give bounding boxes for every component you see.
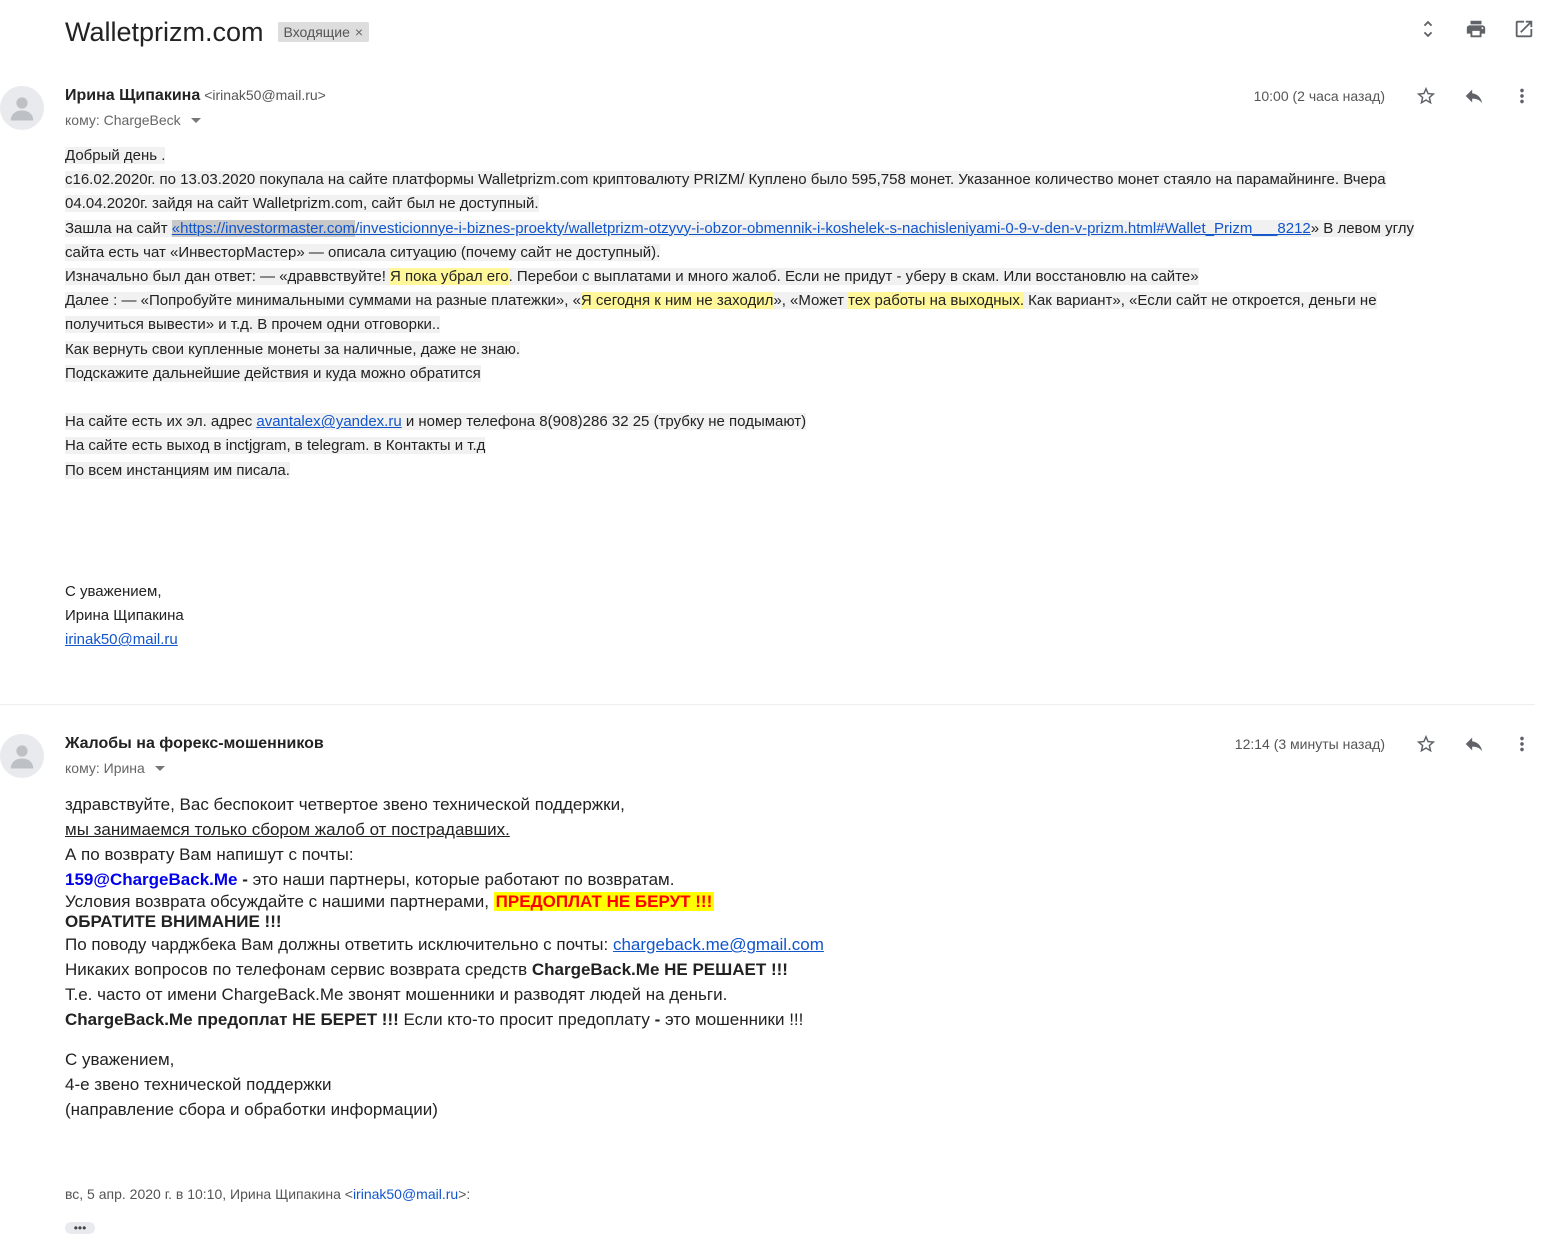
body-line: Т.е. часто от имени ChargeBack.Me звонят мошенники и разводят людей на деньги. <box>65 985 728 1004</box>
message-body <box>65 144 1535 652</box>
signature-line: Ирина Щипакина <box>65 606 184 624</box>
quoted-email-link[interactable]: irinak50@mail.ru <box>352 1186 459 1202</box>
sender-name: Ирина Щипакина <box>65 87 201 104</box>
open-in-new-icon[interactable] <box>1513 18 1535 40</box>
person-icon <box>7 741 37 771</box>
body-line: На сайте есть выход в inctjgram, в telegram. в Контакты и т.д <box>65 437 486 455</box>
print-icon[interactable] <box>1465 18 1487 40</box>
reply-icon[interactable] <box>1463 733 1485 755</box>
message-sender[interactable] <box>65 87 326 105</box>
body-line: ОБРАТИТЕ ВНИМАНИЕ !!! <box>65 912 282 931</box>
signature-line: (направление сбора и обработки информации) <box>65 1100 438 1119</box>
sender-email: <irinak50@mail.ru> <box>204 87 326 103</box>
message-sender[interactable] <box>65 735 324 753</box>
body-line: По поводу чарджбека Вам должны ответить исключительно с почты: chargeback.me@gmail.com <box>65 935 824 954</box>
investormaster-link-path[interactable]: /investicionnye-i-biznes-proekty/walletprizm-otzyvy-i-obzor-obmennik-i-koshelek-s-nachisleniyami-0-9-v-den-v-prizm.html#Wallet_Prizm___8212 <box>355 219 1311 237</box>
signature-line: С уважением, <box>65 582 162 600</box>
body-line: Далее : — «Попробуйте минимальными суммами на разные платежки», «Я сегодня к ним не заходил», «Может тех работы на выходных. Как вариант», «Если сайт не откроется, деньги не <box>65 292 1377 310</box>
sender-avatar[interactable] <box>0 86 44 130</box>
inbox-label-chip[interactable] <box>278 22 370 42</box>
body-line: ChargeBack.Me предоплат НЕ БЕРЕТ !!! Если кто-то просит предоплату - это мошенники !!! <box>65 1010 804 1029</box>
investormaster-link[interactable]: «https://investormaster.com <box>171 219 356 237</box>
message-divider <box>0 704 1535 705</box>
body-line: На сайте есть их эл. адрес avantalex@yandex.ru и номер телефона 8(908)286 32 25 (трубку не подымают) <box>65 413 807 431</box>
body-line: получиться вывести» и т.д. В прочем одни отговорки.. <box>65 316 441 334</box>
star-icon[interactable] <box>1415 733 1437 755</box>
message-actions <box>1415 733 1533 755</box>
star-icon[interactable] <box>1415 85 1437 107</box>
sender-avatar[interactable] <box>0 734 44 778</box>
body-line: Никаких вопросов по телефонам сервис возврата средств ChargeBack.Me НЕ РЕШАЕТ !!! <box>65 960 788 979</box>
unfold-icon[interactable] <box>1417 18 1439 40</box>
body-line: Добрый день . <box>65 147 166 164</box>
message-time: 12:14 (3 минуты назад) <box>1234 736 1385 752</box>
message-recipient[interactable] <box>65 760 165 776</box>
message-body <box>65 792 1465 1122</box>
body-line: Подскажите дальнейшие действия и куда можно обратится <box>65 364 481 382</box>
message-recipient[interactable] <box>65 112 201 128</box>
email-subject: Walletprizm.com <box>65 16 264 47</box>
body-line: Изначально был дан ответ: — «драввствуйте! Я пока убрал его. Перебои с выплатами и много жалоб. Если не придут - уберу в скам. Или восстановлю на сайте» <box>65 268 1199 286</box>
body-line: 159@ChargeBack.Me - это наши партнеры, которые работают по возвратам. <box>65 870 675 889</box>
person-icon <box>7 93 37 123</box>
body-line: с16.02.2020г. по 13.03.2020 покупала на сайте платформы Walletprizm.com криптовалюту PRIZM/ Куплено было 595,758 монет. Указанное количество монет стаяло на парамайнинге. Вчера <box>65 171 1386 189</box>
message-time: 10:00 (2 часа назад) <box>1253 88 1385 104</box>
body-line: А по возврату Вам напишут с почты: <box>65 845 354 864</box>
body-line: сайта есть чат «ИнвесторМастер» — описала ситуацию (почему сайт не доступный). <box>65 243 661 261</box>
reply-icon[interactable] <box>1463 85 1485 107</box>
signature-line: 4-е звено технической поддержки <box>65 1075 332 1094</box>
recipient-text: кому: ChargeBeck <box>65 112 181 128</box>
no-prepayment-badge: ПРЕДОПЛАТ НЕ БЕРУТ !!! <box>495 892 713 911</box>
body-line: По всем инстанциям им писала. <box>65 461 290 479</box>
body-line: здравствуйте, Вас беспокоит четвертое звено технической поддержки, <box>65 795 625 814</box>
show-trimmed-content-button[interactable]: ••• <box>65 1222 95 1234</box>
subject-bar <box>65 14 369 50</box>
signature-line: С уважением, <box>65 1050 175 1069</box>
chevron-down-icon[interactable] <box>155 766 165 771</box>
remove-label-icon[interactable]: × <box>354 24 364 40</box>
chevron-down-icon[interactable] <box>191 118 201 123</box>
more-vert-icon[interactable] <box>1511 85 1533 107</box>
body-line: Как вернуть свои купленные монеты за наличные, даже не знаю. <box>65 340 521 358</box>
body-line: Зашла на сайт «https://investormaster.com/investicionnye-i-biznes-proekty/walletprizm-otzyvy-i-obzor-obmennik-i-koshelek-s-nachisleniyami-0-9-v-den-v-prizm.html#Wallet_Prizm___8212» В левом углу <box>65 219 1415 237</box>
body-line: Условия возврата обсуждайте с нашими партнерами, ПРЕДОПЛАТ НЕ БЕРУТ !!! <box>65 892 713 911</box>
signature-email-link[interactable]: irinak50@mail.ru <box>65 631 178 649</box>
more-vert-icon[interactable] <box>1511 733 1533 755</box>
sender-name: Жалобы на форекс-мошенников <box>65 735 324 752</box>
quoted-header: вс, 5 апр. 2020 г. в 10:10, Ирина Щипакина <irinak50@mail.ru>: <box>65 1186 471 1202</box>
avantalex-email-link[interactable]: avantalex@yandex.ru <box>256 413 402 431</box>
chargeback-email-link[interactable]: chargeback.me@gmail.com <box>612 935 824 954</box>
recipient-text: кому: Ирина <box>65 760 145 776</box>
body-line: 04.04.2020г. зайдя на сайт Walletprizm.com, сайт был не доступный. <box>65 195 539 213</box>
body-line: мы занимаемся только сбором жалоб от пострадавших. <box>65 820 510 839</box>
message-actions <box>1415 85 1533 107</box>
top-toolbar <box>1417 18 1535 40</box>
inbox-label-text: Входящие <box>283 24 350 40</box>
